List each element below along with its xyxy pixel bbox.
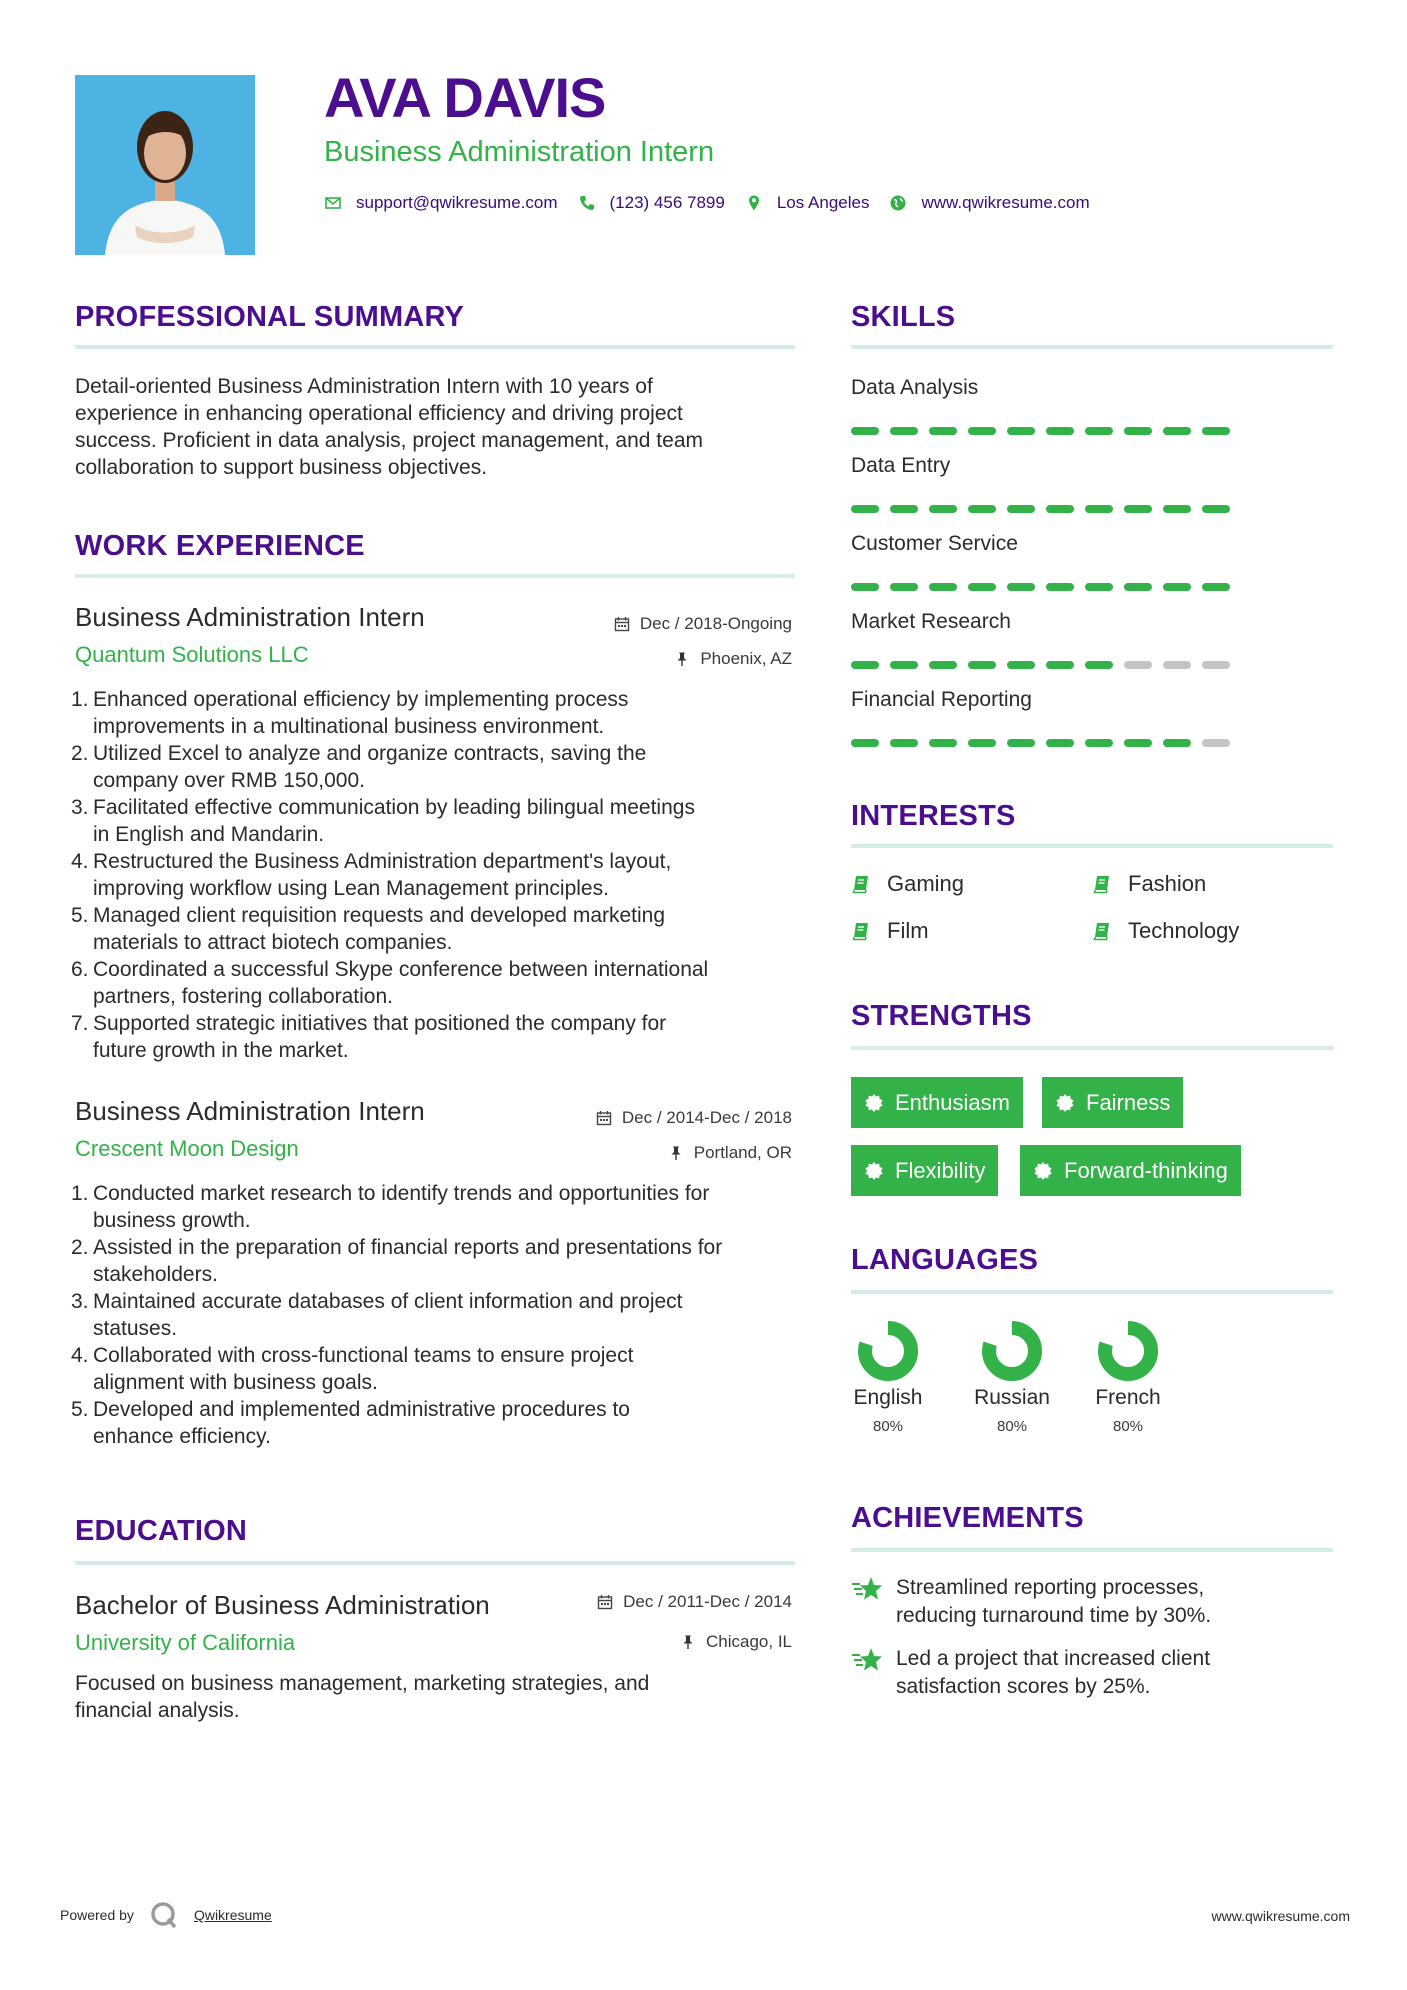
skills-heading: SKILLS <box>851 301 956 333</box>
education-entry <box>75 1592 792 1724</box>
education-date <box>597 1592 792 1612</box>
skill-level-bar <box>851 427 1251 435</box>
skill-dash-filled <box>968 505 996 513</box>
skill-dash-filled <box>1085 739 1113 747</box>
skill-name: Customer Service <box>851 532 1018 555</box>
star-icon <box>851 1576 883 1602</box>
experience-heading: WORK EXPERIENCE <box>75 530 365 562</box>
contact-location-text: Los Angeles <box>776 193 870 212</box>
list-item: 3. Maintained accurate databases of client information and project statuses. <box>71 1290 683 1340</box>
phone-icon <box>578 194 596 212</box>
skill-dash-filled <box>929 661 957 669</box>
language-item <box>957 1320 1067 1435</box>
profile-photo <box>75 75 255 255</box>
book-icon <box>1092 874 1112 894</box>
list-item: 7. Supported strategic initiatives that positioned the company for future growth in the market. <box>71 1012 667 1062</box>
summary-heading: PROFESSIONAL SUMMARY <box>75 301 465 333</box>
skill-level-bar <box>851 739 1251 747</box>
list-item: 1. Conducted market research to identify trends and opportunities for business growth. <box>71 1182 710 1232</box>
job-company: Crescent Moon Design <box>75 1136 299 1161</box>
language-progress-ring <box>1097 1320 1159 1382</box>
education-divider <box>75 1561 795 1565</box>
language-level: 80% <box>996 1418 1028 1435</box>
skill-dash-filled <box>1202 583 1230 591</box>
skill-dash-empty <box>1163 661 1191 669</box>
strength-tag <box>851 1077 1023 1128</box>
skill-dash-filled <box>1085 583 1113 591</box>
badge-icon <box>1033 1161 1053 1181</box>
job-location-text: Portland, OR <box>693 1143 792 1162</box>
language-name: French <box>1095 1386 1161 1409</box>
job-entry <box>71 1096 792 1450</box>
skill-dash-filled <box>1046 505 1074 513</box>
interests-divider <box>851 844 1333 848</box>
skill-dash-filled <box>890 661 918 669</box>
job-date <box>596 1108 792 1128</box>
contact-website-text: www.qwikresume.com <box>921 193 1090 212</box>
pushpin-icon <box>668 1145 684 1161</box>
contact-website[interactable] <box>889 193 1089 213</box>
skill-item <box>851 455 1251 513</box>
candidate-name: AVA DAVIS <box>324 66 606 129</box>
language-item <box>833 1320 943 1435</box>
school-name: University of California <box>75 1630 296 1655</box>
qwikresume-logo-icon <box>149 1900 179 1930</box>
footer-website[interactable]: www.qwikresume.com <box>1211 1908 1350 1924</box>
globe-icon <box>889 194 907 212</box>
envelope-icon <box>324 194 342 212</box>
achievements-heading: ACHIEVEMENTS <box>851 1502 1084 1534</box>
skill-dash-filled <box>851 739 879 747</box>
powered-by-label: Powered by <box>60 1907 134 1923</box>
star-icon <box>851 1647 883 1673</box>
skill-dash-filled <box>851 583 879 591</box>
language-level: 80% <box>1112 1418 1144 1435</box>
badge-icon <box>1055 1093 1075 1113</box>
summary-text <box>75 373 795 481</box>
skill-level-bar <box>851 583 1251 591</box>
skill-dash-filled <box>1124 505 1152 513</box>
skill-dash-filled <box>851 427 879 435</box>
skill-dash-filled <box>1007 505 1035 513</box>
skill-dash-filled <box>929 427 957 435</box>
skill-dash-filled <box>968 739 996 747</box>
footer-powered-by <box>60 1900 272 1930</box>
skill-dash-empty <box>1202 739 1230 747</box>
education-heading: EDUCATION <box>75 1515 248 1547</box>
skill-dash-filled <box>1124 739 1152 747</box>
book-icon <box>1092 921 1112 941</box>
skill-dash-filled <box>1007 739 1035 747</box>
skills-divider <box>851 345 1333 349</box>
strength-label: Fairness <box>1086 1089 1171 1115</box>
summary-line: collaboration to support business objectives. <box>75 456 488 479</box>
list-item: 1. Enhanced operational efficiency by implementing process improvements in a multinational business environment. <box>71 688 629 738</box>
skill-dash-filled <box>1085 661 1113 669</box>
education-location <box>680 1632 792 1652</box>
list-item: 4. Collaborated with cross-functional teams to ensure project alignment with business goals. <box>71 1344 634 1394</box>
strength-tag <box>1042 1077 1183 1128</box>
summary-line: success. Proficient in data analysis, project management, and team <box>75 429 703 452</box>
skill-dash-filled <box>1163 739 1191 747</box>
list-item: 6. Coordinated a successful Skype conference between international partners, fostering collaboration. <box>71 958 709 1008</box>
badge-icon <box>864 1093 884 1113</box>
education-description-line: Focused on business management, marketing strategies, and <box>75 1672 650 1695</box>
skill-dash-filled <box>1085 505 1113 513</box>
education-description-line: financial analysis. <box>75 1699 240 1722</box>
language-progress-ring <box>981 1320 1043 1382</box>
skill-dash-filled <box>1085 427 1113 435</box>
pushpin-icon <box>674 651 690 667</box>
skill-item <box>851 377 1251 435</box>
skill-dash-filled <box>890 739 918 747</box>
skill-item <box>851 533 1251 591</box>
skill-dash-filled <box>1124 427 1152 435</box>
book-icon <box>851 874 871 894</box>
contact-email[interactable] <box>324 193 558 213</box>
contact-phone[interactable] <box>578 193 725 213</box>
language-level: 80% <box>872 1418 904 1435</box>
language-progress-ring <box>857 1320 919 1382</box>
list-item: 2. Utilized Excel to analyze and organize contracts, saving the company over RMB 150,000. <box>71 742 647 792</box>
experience-divider <box>75 574 795 578</box>
strengths-divider <box>851 1046 1333 1050</box>
list-item: 4. Restructured the Business Administration department's layout, improving workflow using Lean Management principles. <box>71 850 672 900</box>
skill-name: Financial Reporting <box>851 688 1032 711</box>
achievement-text: Led a project that increased client satisfaction scores by 25%. <box>896 1647 1211 1698</box>
skill-dash-filled <box>1202 427 1230 435</box>
language-name: English <box>853 1386 923 1409</box>
skill-dash-filled <box>1007 583 1035 591</box>
skill-dash-filled <box>1163 427 1191 435</box>
summary-divider <box>75 345 795 349</box>
job-bullets <box>71 1180 792 1450</box>
list-item: 2. Assisted in the preparation of financial reports and presentations for stakeholders. <box>71 1236 723 1286</box>
skill-name: Data Entry <box>851 454 951 477</box>
skill-dash-filled <box>929 739 957 747</box>
interest-label: Fashion <box>1128 871 1207 896</box>
skill-dash-filled <box>851 505 879 513</box>
skill-dash-empty <box>1124 661 1152 669</box>
languages-heading: LANGUAGES <box>851 1244 1039 1276</box>
language-name: Russian <box>974 1386 1050 1409</box>
achievement-text: Streamlined reporting processes, reducing turnaround time by 30%. <box>896 1576 1212 1627</box>
contact-location <box>745 193 870 213</box>
job-company: Quantum Solutions LLC <box>75 642 309 667</box>
summary-line: Detail-oriented Business Administration Intern with 10 years of <box>75 375 653 398</box>
education-location-text: Chicago, IL <box>706 1632 792 1651</box>
calendar-icon <box>614 616 630 632</box>
skill-dash-filled <box>890 505 918 513</box>
skill-dash-filled <box>1202 505 1230 513</box>
achievement-item <box>851 1574 1271 1630</box>
job-title: Business Administration Intern <box>75 602 425 632</box>
list-item: 3. Facilitated effective communication by leading bilingual meetings in English and Mandarin. <box>71 796 695 846</box>
achievement-item <box>851 1645 1271 1701</box>
skill-dash-filled <box>851 661 879 669</box>
interest-label: Technology <box>1128 918 1240 943</box>
interest-item <box>1092 871 1206 897</box>
skill-dash-filled <box>1046 427 1074 435</box>
pushpin-icon <box>680 1634 696 1650</box>
skill-dash-filled <box>890 583 918 591</box>
skill-dash-filled <box>1046 661 1074 669</box>
strength-tag <box>1020 1145 1241 1196</box>
calendar-icon <box>597 1594 613 1610</box>
language-item <box>1073 1320 1183 1435</box>
calendar-icon <box>596 1110 612 1126</box>
interest-item <box>851 918 929 944</box>
degree-title: Bachelor of Business Administration <box>75 1590 490 1620</box>
skill-dash-filled <box>929 583 957 591</box>
job-location <box>668 1143 792 1163</box>
skill-level-bar <box>851 505 1251 513</box>
skill-dash-filled <box>968 661 996 669</box>
strength-label: Flexibility <box>895 1157 986 1183</box>
list-item: 5. Managed client requisition requests and developed marketing materials to attract biotech companies. <box>71 904 666 954</box>
skill-dash-filled <box>1007 427 1035 435</box>
skill-dash-filled <box>929 505 957 513</box>
education-description <box>75 1670 792 1724</box>
skill-dash-filled <box>890 427 918 435</box>
contact-phone-text: (123) 456 7899 <box>609 193 725 212</box>
skill-dash-filled <box>968 427 996 435</box>
strength-label: Enthusiasm <box>895 1089 1010 1115</box>
candidate-role: Business Administration Intern <box>324 136 715 168</box>
skill-dash-filled <box>1046 739 1074 747</box>
skill-name: Market Research <box>851 610 1011 633</box>
badge-icon <box>864 1161 884 1181</box>
job-date-text: Dec / 2018-Ongoing <box>639 614 792 633</box>
map-pin-icon <box>745 194 763 212</box>
skill-dash-filled <box>1124 583 1152 591</box>
achievements-divider <box>851 1548 1333 1552</box>
job-entry <box>71 602 792 1064</box>
summary-line: experience in enhancing operational efficiency and driving project <box>75 402 683 425</box>
contact-email-text: support@qwikresume.com <box>356 193 558 212</box>
strength-tag <box>851 1145 998 1196</box>
interest-label: Gaming <box>887 871 965 896</box>
list-item: 5. Developed and implemented administrative procedures to enhance efficiency. <box>71 1398 630 1448</box>
job-date <box>614 614 792 634</box>
skill-level-bar <box>851 661 1251 669</box>
skill-dash-filled <box>1163 583 1191 591</box>
skill-dash-filled <box>1163 505 1191 513</box>
job-location <box>674 649 792 669</box>
job-date-text: Dec / 2014-Dec / 2018 <box>621 1108 792 1127</box>
book-icon <box>851 921 871 941</box>
job-bullets <box>71 686 792 1064</box>
skill-name: Data Analysis <box>851 376 979 399</box>
skill-dash-filled <box>968 583 996 591</box>
skill-item <box>851 689 1251 747</box>
skill-dash-filled <box>1046 583 1074 591</box>
contact-bar <box>324 193 1110 213</box>
job-location-text: Phoenix, AZ <box>700 649 792 668</box>
education-date-text: Dec / 2011-Dec / 2014 <box>623 1592 792 1611</box>
languages-divider <box>851 1290 1333 1294</box>
skill-item <box>851 611 1251 669</box>
job-title: Business Administration Intern <box>75 1096 425 1126</box>
interest-label: Film <box>887 918 929 943</box>
interests-heading: INTERESTS <box>851 800 1016 832</box>
strengths-heading: STRENGTHS <box>851 1000 1032 1032</box>
qwikresume-link[interactable]: Qwikresume <box>193 1907 272 1923</box>
skill-dash-filled <box>1007 661 1035 669</box>
interest-item <box>1092 918 1239 944</box>
skill-dash-empty <box>1202 661 1230 669</box>
interest-item <box>851 871 964 897</box>
strength-label: Forward-thinking <box>1064 1157 1228 1183</box>
